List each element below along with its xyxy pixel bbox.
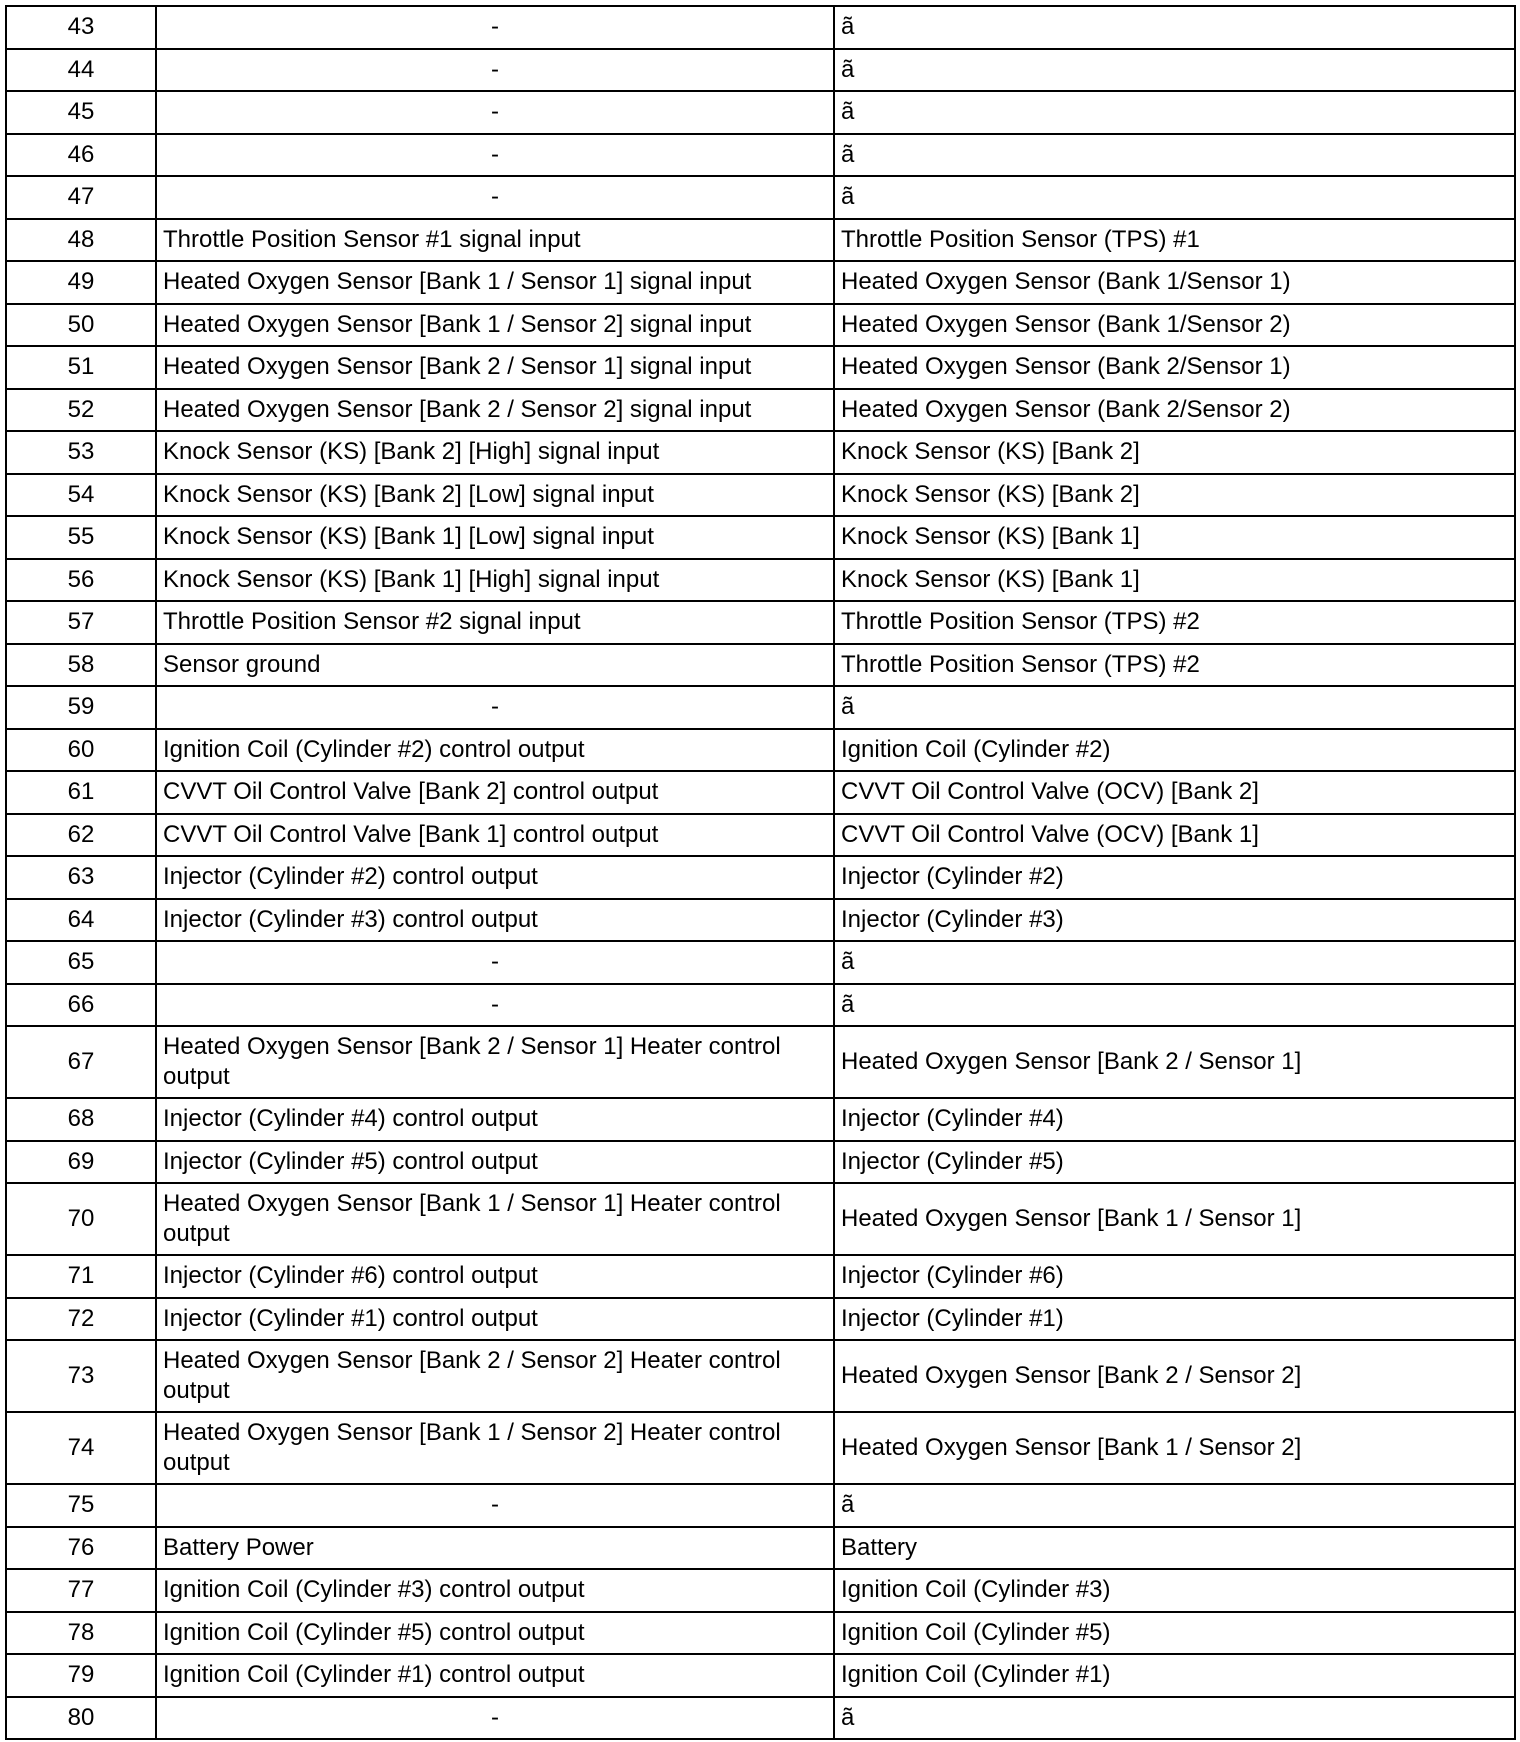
table-row [6,1569,1515,1612]
pin-number: 58 [6,644,156,687]
pin-description: Heated Oxygen Sensor [Bank 2 / Sensor 2] signal input [156,389,834,432]
table-row [6,6,1515,49]
table-row [6,176,1515,219]
pin-table-body [6,6,1515,1739]
pin-number: 46 [6,134,156,177]
pin-connection: Knock Sensor (KS) [Bank 2] [834,474,1515,517]
table-row [6,474,1515,517]
table-row [6,1484,1515,1527]
pin-connection: ã [834,984,1515,1027]
pin-description: Ignition Coil (Cylinder #1) control output [156,1654,834,1697]
pin-number: 75 [6,1484,156,1527]
table-row [6,1654,1515,1697]
pin-number: 45 [6,91,156,134]
pin-description: CVVT Oil Control Valve [Bank 1] control output [156,814,834,857]
pin-description: - [156,91,834,134]
pin-connection: Heated Oxygen Sensor [Bank 2 / Sensor 1] [834,1026,1515,1098]
pin-number: 56 [6,559,156,602]
table-row [6,304,1515,347]
table-row [6,516,1515,559]
table-row [6,686,1515,729]
table-row [6,1183,1515,1255]
table-row [6,261,1515,304]
pin-connection: CVVT Oil Control Valve (OCV) [Bank 1] [834,814,1515,857]
pin-number: 69 [6,1141,156,1184]
pin-connection: Ignition Coil (Cylinder #2) [834,729,1515,772]
pin-number: 51 [6,346,156,389]
pin-number: 78 [6,1612,156,1655]
table-row [6,431,1515,474]
pin-number: 71 [6,1255,156,1298]
pin-connection: Knock Sensor (KS) [Bank 2] [834,431,1515,474]
table-row [6,134,1515,177]
pin-description: - [156,176,834,219]
table-row [6,899,1515,942]
table-row [6,771,1515,814]
pin-description: Knock Sensor (KS) [Bank 1] [High] signal input [156,559,834,602]
pin-description: Battery Power [156,1527,834,1570]
pin-number: 68 [6,1098,156,1141]
pin-connection: Ignition Coil (Cylinder #1) [834,1654,1515,1697]
pin-description: Throttle Position Sensor #1 signal input [156,219,834,262]
pin-description: Heated Oxygen Sensor [Bank 1 / Sensor 2] Heater control output [156,1412,834,1484]
table-row [6,559,1515,602]
pin-description: - [156,134,834,177]
table-row [6,346,1515,389]
pin-connection: Injector (Cylinder #2) [834,856,1515,899]
pin-number: 72 [6,1298,156,1341]
pin-description-table [5,5,1516,1740]
pin-connection: Knock Sensor (KS) [Bank 1] [834,559,1515,602]
pin-description: - [156,6,834,49]
pin-number: 63 [6,856,156,899]
pin-connection: Ignition Coil (Cylinder #3) [834,1569,1515,1612]
pin-number: 59 [6,686,156,729]
table-row [6,1298,1515,1341]
pin-connection: Injector (Cylinder #1) [834,1298,1515,1341]
pin-connection: ã [834,49,1515,92]
pin-connection: Throttle Position Sensor (TPS) #2 [834,644,1515,687]
pin-number: 80 [6,1697,156,1740]
pin-description: Throttle Position Sensor #2 signal input [156,601,834,644]
pin-connection: Battery [834,1527,1515,1570]
pin-connection: Injector (Cylinder #3) [834,899,1515,942]
pin-connection: Injector (Cylinder #6) [834,1255,1515,1298]
table-row [6,91,1515,134]
pin-connection: ã [834,686,1515,729]
pin-number: 76 [6,1527,156,1570]
pin-connection: Heated Oxygen Sensor (Bank 2/Sensor 2) [834,389,1515,432]
pin-connection: ã [834,91,1515,134]
pin-description: Injector (Cylinder #2) control output [156,856,834,899]
pin-number: 48 [6,219,156,262]
table-row [6,729,1515,772]
pin-number: 54 [6,474,156,517]
pin-description: - [156,49,834,92]
pin-connection: Heated Oxygen Sensor (Bank 2/Sensor 1) [834,346,1515,389]
pin-description: Injector (Cylinder #4) control output [156,1098,834,1141]
table-row [6,601,1515,644]
pin-number: 79 [6,1654,156,1697]
pin-description: - [156,686,834,729]
pin-description: Knock Sensor (KS) [Bank 2] [High] signal input [156,431,834,474]
pin-connection: Knock Sensor (KS) [Bank 1] [834,516,1515,559]
pin-number: 47 [6,176,156,219]
pin-description: Heated Oxygen Sensor [Bank 1 / Sensor 2] signal input [156,304,834,347]
pin-number: 70 [6,1183,156,1255]
table-row [6,219,1515,262]
pin-number: 44 [6,49,156,92]
table-row [6,1697,1515,1740]
pin-number: 65 [6,941,156,984]
pin-description: Heated Oxygen Sensor [Bank 2 / Sensor 2] Heater control output [156,1340,834,1412]
pin-connection: ã [834,941,1515,984]
pin-connection: ã [834,1484,1515,1527]
pin-number: 61 [6,771,156,814]
pin-connection: ã [834,176,1515,219]
pin-description: Heated Oxygen Sensor [Bank 2 / Sensor 1] signal input [156,346,834,389]
table-row [6,984,1515,1027]
pin-number: 67 [6,1026,156,1098]
pin-description: Ignition Coil (Cylinder #5) control output [156,1612,834,1655]
table-row [6,856,1515,899]
table-row [6,389,1515,432]
pin-description: Heated Oxygen Sensor [Bank 1 / Sensor 1] signal input [156,261,834,304]
pin-number: 62 [6,814,156,857]
pin-number: 43 [6,6,156,49]
pin-description: - [156,941,834,984]
pin-number: 77 [6,1569,156,1612]
table-row [6,814,1515,857]
pin-description: - [156,1484,834,1527]
pin-description: Heated Oxygen Sensor [Bank 1 / Sensor 1] Heater control output [156,1183,834,1255]
pin-number: 66 [6,984,156,1027]
pin-description: Heated Oxygen Sensor [Bank 2 / Sensor 1] Heater control output [156,1026,834,1098]
pin-description: Injector (Cylinder #1) control output [156,1298,834,1341]
pin-description: Ignition Coil (Cylinder #2) control output [156,729,834,772]
pin-number: 53 [6,431,156,474]
pin-number: 73 [6,1340,156,1412]
table-row [6,1612,1515,1655]
pin-connection: Heated Oxygen Sensor [Bank 1 / Sensor 1] [834,1183,1515,1255]
table-row [6,1527,1515,1570]
table-row [6,1412,1515,1484]
pin-number: 49 [6,261,156,304]
pin-description: Ignition Coil (Cylinder #3) control output [156,1569,834,1612]
pin-description: Sensor ground [156,644,834,687]
pin-description: CVVT Oil Control Valve [Bank 2] control output [156,771,834,814]
pin-connection: Heated Oxygen Sensor [Bank 2 / Sensor 2] [834,1340,1515,1412]
pin-number: 74 [6,1412,156,1484]
table-row [6,1340,1515,1412]
pin-number: 50 [6,304,156,347]
pin-connection: ã [834,6,1515,49]
table-row [6,1098,1515,1141]
pin-description: Knock Sensor (KS) [Bank 1] [Low] signal input [156,516,834,559]
pin-connection: Heated Oxygen Sensor [Bank 1 / Sensor 2] [834,1412,1515,1484]
pin-description: Injector (Cylinder #5) control output [156,1141,834,1184]
pin-description: - [156,984,834,1027]
pin-connection: ã [834,1697,1515,1740]
pin-number: 64 [6,899,156,942]
table-row [6,1026,1515,1098]
pin-number: 60 [6,729,156,772]
table-row [6,941,1515,984]
pin-connection: CVVT Oil Control Valve (OCV) [Bank 2] [834,771,1515,814]
pin-description: Injector (Cylinder #3) control output [156,899,834,942]
table-row [6,1141,1515,1184]
pin-description: Injector (Cylinder #6) control output [156,1255,834,1298]
pin-connection: Heated Oxygen Sensor (Bank 1/Sensor 1) [834,261,1515,304]
pin-connection: Ignition Coil (Cylinder #5) [834,1612,1515,1655]
pin-number: 55 [6,516,156,559]
pin-description: Knock Sensor (KS) [Bank 2] [Low] signal input [156,474,834,517]
pin-connection: Injector (Cylinder #5) [834,1141,1515,1184]
pin-connection: ã [834,134,1515,177]
pin-number: 57 [6,601,156,644]
pin-connection: Injector (Cylinder #4) [834,1098,1515,1141]
pin-connection: Heated Oxygen Sensor (Bank 1/Sensor 2) [834,304,1515,347]
table-row [6,49,1515,92]
table-row [6,644,1515,687]
pin-number: 52 [6,389,156,432]
pin-connection: Throttle Position Sensor (TPS) #1 [834,219,1515,262]
pin-connection: Throttle Position Sensor (TPS) #2 [834,601,1515,644]
pin-description: - [156,1697,834,1740]
table-row [6,1255,1515,1298]
